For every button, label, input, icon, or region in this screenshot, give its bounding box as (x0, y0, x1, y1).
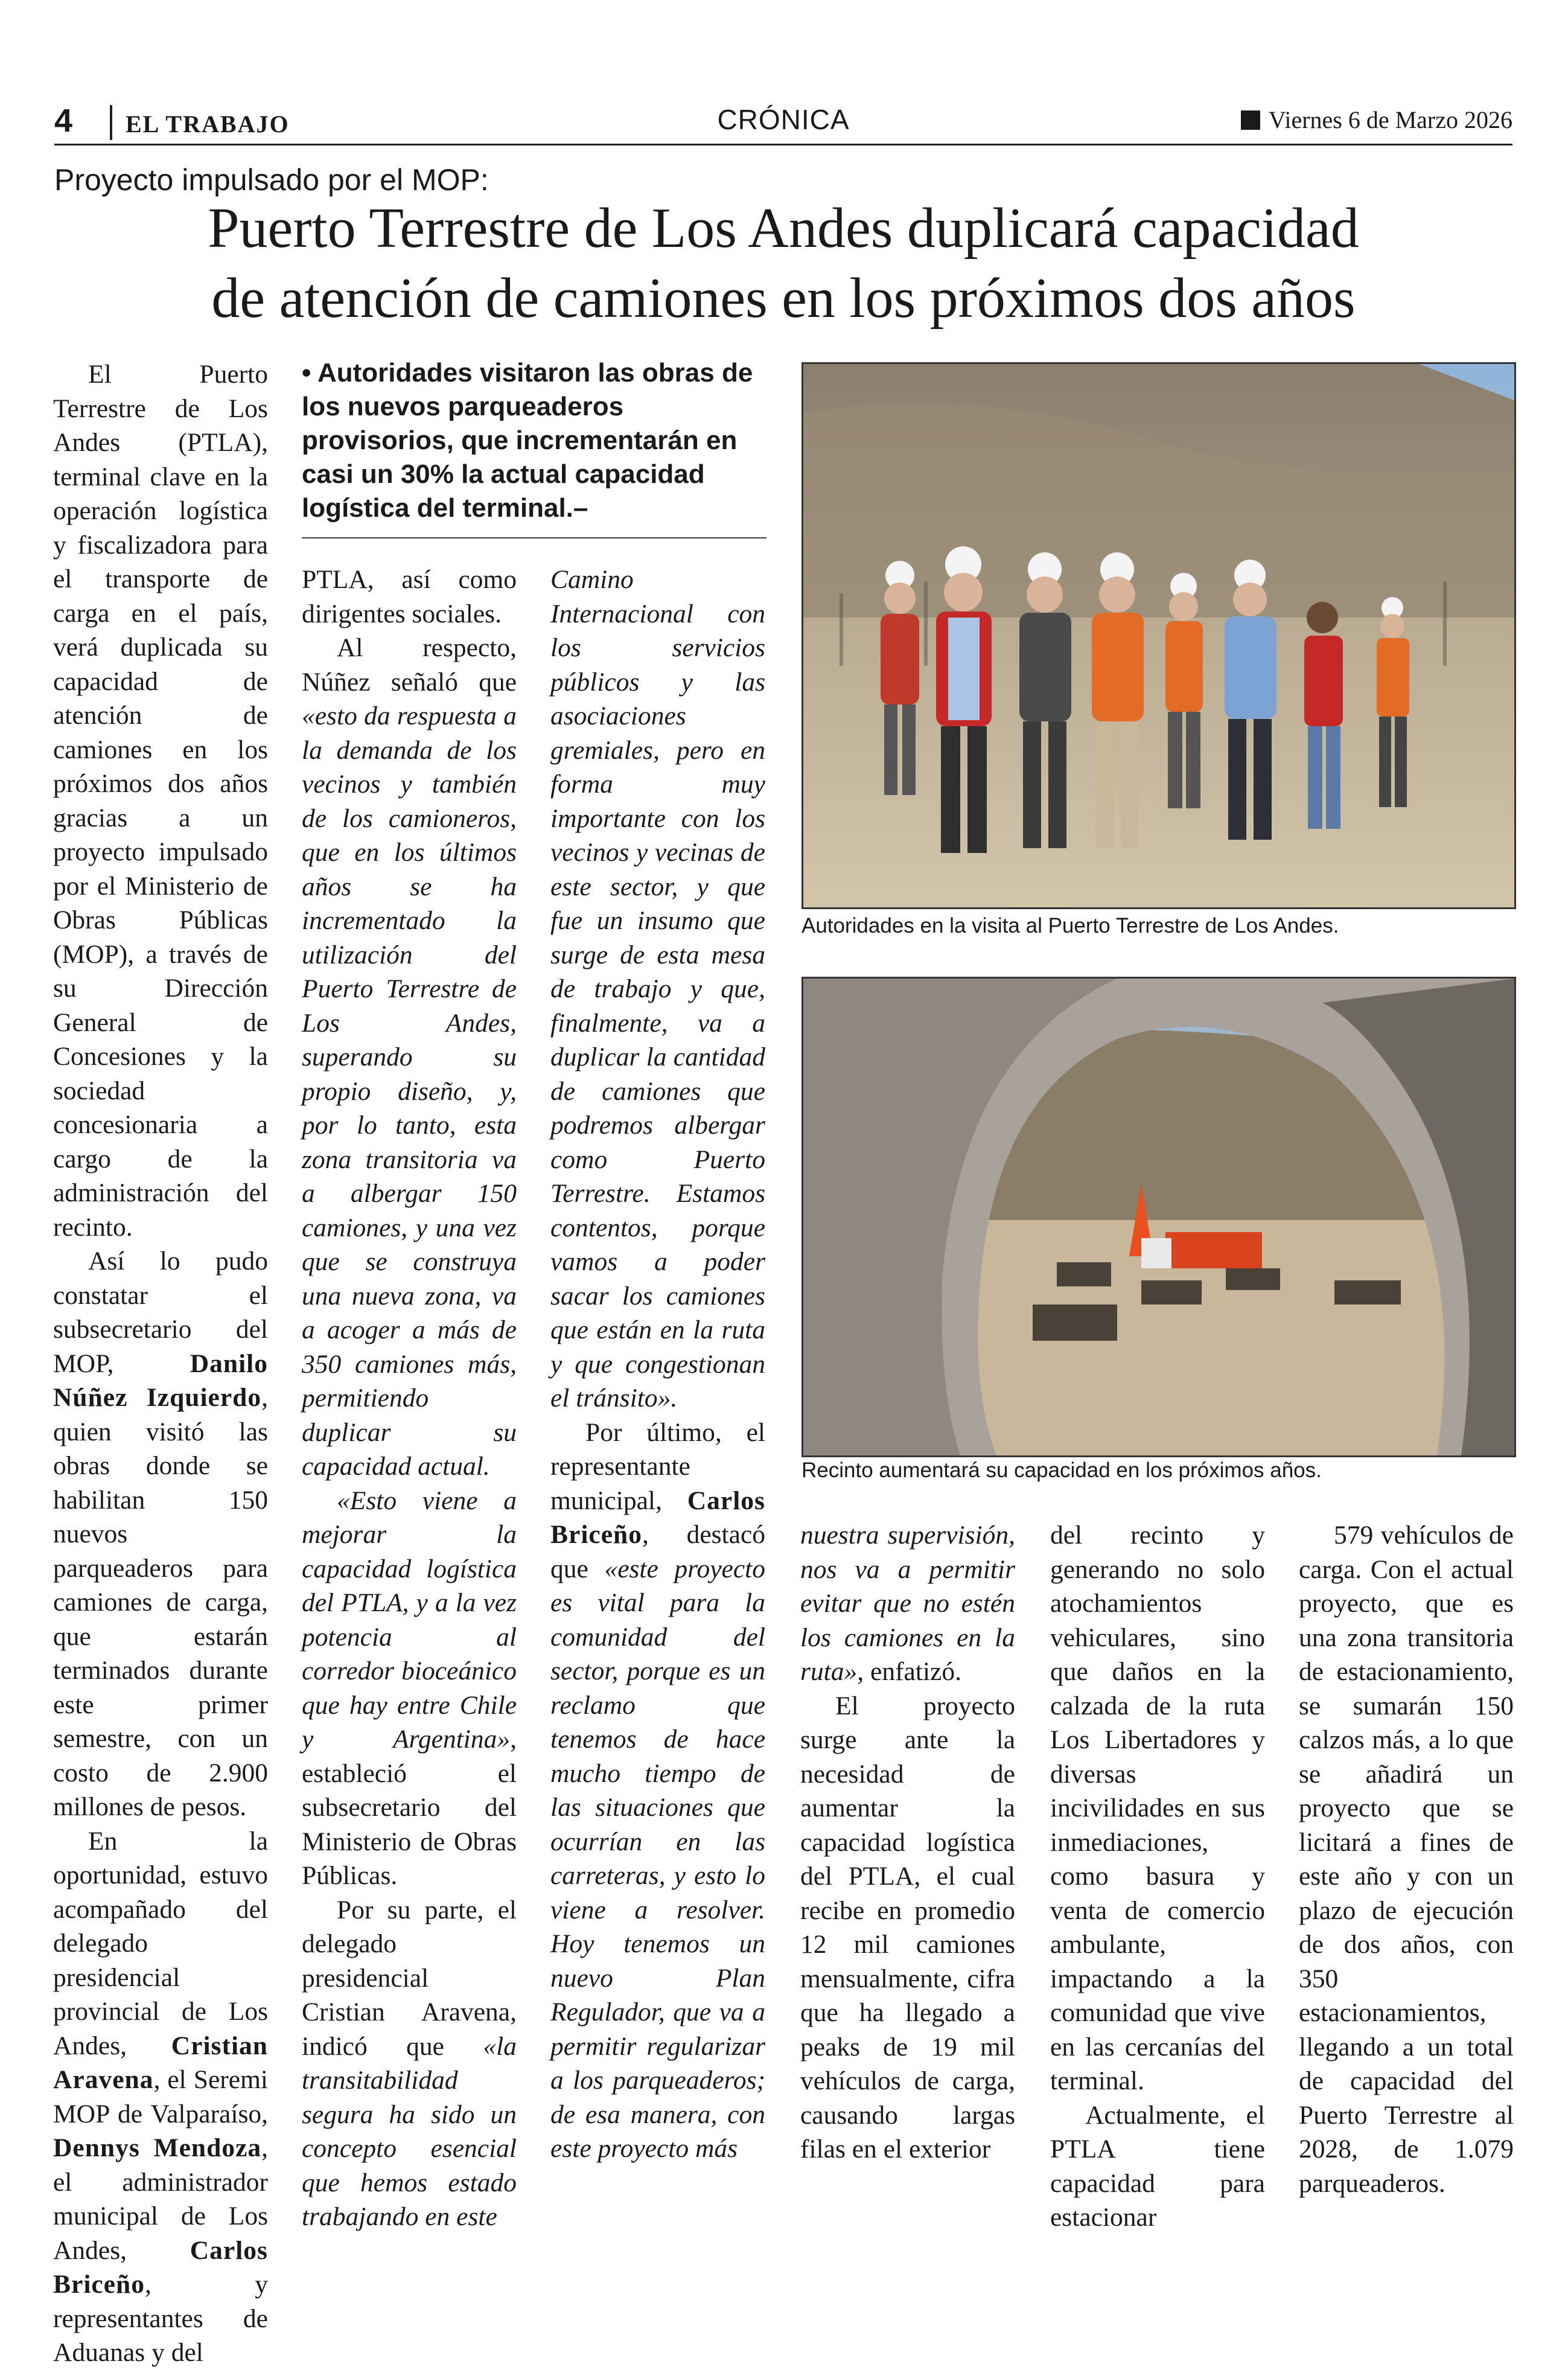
article-column-5 (1050, 1518, 1265, 2235)
article-headline (54, 193, 1512, 333)
article-column-2 (302, 563, 517, 2234)
text: , el administrador municipal de Los Andes, (53, 2133, 268, 2265)
col1-paragraph-2 (53, 1244, 268, 1824)
quote: «este proyecto es vital para la comunidad del sector, porque es un reclamo que tenemos de hace mucho tiempo de las situaciones que ocurrían en las carreteras, y esto lo viene a resolver. Hoy tenemos un nuevo Plan Regulador, que va a permitir regularizar a los parqueaderos; de esa manera, con este proyecto más (550, 1554, 766, 2163)
photo-parking-site (802, 977, 1516, 1457)
issue-date (1241, 105, 1512, 135)
article-column-6 (1299, 1518, 1514, 2200)
col4-paragraph-1 (800, 1518, 1015, 1689)
person-name: Danilo Núñez Izquierdo (53, 1349, 268, 1412)
quote: nuestra supervisión, nos va a permitir evitar que no estén los camiones en la ruta» (800, 1521, 1015, 1686)
col3-paragraph-2 (550, 1416, 765, 2166)
article-kicker: Proyecto impulsado por el MOP: (54, 163, 489, 197)
article-lead: • Autoridades visitaron las obras de los nuevos parqueaderos provisorios, que incrementarán en casi un 30% la actual capacidad logística del terminal.– (302, 358, 753, 523)
col6-paragraph-1: 579 vehículos de carga. Con el actual proyecto, que es una zona transitoria de estacionamiento, se sumarán 150 calzos más, a lo que se añadirá un proyecto que se licitará a fines de este año y con un plazo de ejecución de dos años, con 350 estacionamientos, llegando a un total de capacidad del Puerto Terrestre al 2028, de 1.079 parqueaderos. (1299, 1521, 1514, 2198)
photo-authorities-visit (802, 362, 1516, 909)
person-name: Carlos Briceño (53, 2235, 268, 2299)
section-name: CRÓNICA (717, 104, 850, 135)
col2-paragraph-1: PTLA, así como dirigentes sociales. (302, 565, 517, 628)
col2-paragraph-2 (302, 631, 517, 1484)
person-name: Carlos Briceño (550, 1486, 765, 1549)
text: , el Seremi MOP de Valparaíso, (53, 2065, 268, 2129)
col2-paragraph-3 (302, 1484, 517, 1893)
text: Por su parte, el delegado presidencial Cristian Aravena, indicó que (302, 1895, 517, 2061)
quote: «la transitabilidad segura ha sido un concepto esencial que hemos estado trabajando en este (302, 2031, 517, 2231)
quote: «esto da respuesta a la demanda de los vecinos y también de los camioneros, que en los últimos años se ha incrementado la utilización del Puerto Terrestre de Los Andes, superando su propio diseño, y, por lo tanto, esta zona transitoria va a albergar 150 camiones, y una vez que se construya una nueva zona, va a acoger a más de 350 camiones más, permitiendo duplicar su capacidad actual. (302, 701, 517, 1481)
col5-paragraph-1: del recinto y generando no solo atochamientos vehiculares, sino que daños en la calzada de la ruta Los Libertadores y diversas incivilidades en sus inmediaciones, como basura y venta de comercio ambulante, impactando a la comunidad que vive en las cercanías del terminal. (1050, 1521, 1265, 2095)
photo-1-caption: Autoridades en la visita al Puerto Terrestre de Los Andes. (802, 914, 1339, 937)
authorities-photo-illustration (803, 364, 1514, 907)
text: , estableció el subsecretario del Ministerio de Obras Públicas. (302, 1725, 517, 1890)
text: En la oportunidad, estuvo acompañado del delegado presidencial provincial de Los Andes, (53, 1826, 268, 2060)
site-photo-illustration (803, 979, 1514, 1455)
headline-line-2: de atención de camiones en los próximos dos años (211, 267, 1356, 330)
text: Al respecto, Núñez señaló que (302, 633, 517, 697)
photo-2-caption: Recinto aumentará su capacidad en los próximos años. (802, 1458, 1322, 1482)
col1-paragraph-3 (53, 1824, 268, 2370)
person-name: Dennys Mendoza (53, 2133, 262, 2162)
col2-paragraph-4 (302, 1893, 517, 2234)
square-bullet-icon (1241, 110, 1260, 130)
lead-divider (302, 537, 766, 538)
col5-paragraph-2: Actualmente, el PTLA tiene capacidad para estacionar (1050, 2100, 1265, 2232)
article-column-1 (53, 357, 268, 2370)
article-column-4 (800, 1518, 1015, 2167)
newspaper-name: EL TRABAJO (126, 110, 290, 138)
page-header (54, 101, 1512, 145)
quote: «Esto viene a mejorar la capacidad logística del PTLA, y a la vez potencia al corredor bioceánico que hay entre Chile y Argentina» (302, 1486, 517, 1754)
page-number: 4 (54, 103, 73, 139)
text: , quien visitó las obras donde se habilitan 150 nuevos parqueaderos para camiones de carga, que estarán terminados durante este primer semestre, con un costo de 2.900 millones de pesos. (53, 1383, 268, 1821)
text: , enfatizó. (857, 1657, 961, 1686)
col4-paragraph-2: El proyecto surge ante la necesidad de aumentar la capacidad logística del PTLA, el cual recibe en promedio 12 mil camiones mensualmente, cifra que ha llegado a peaks de 19 mil vehículos de carga, causando largas filas en el exterior (800, 1691, 1015, 2164)
person-name: Cristian Aravena (53, 2031, 268, 2094)
text: Por último, el representante municipal, (550, 1417, 765, 1515)
col1-paragraph-1: El Puerto Terrestre de Los Andes (PTLA), terminal clave en la operación logística y fiscalizadora para el transporte de carga en el país, verá duplicada su capacidad de atención de camiones en los próximos dos años gracias a un proyecto impulsado por el Ministerio de Obras Públicas (MOP), a través de su Dirección General de Concesiones y la sociedad concesionaria a cargo de la administración del recinto. (53, 360, 268, 1242)
text: , y representantes de Aduanas y del (53, 2270, 268, 2367)
text: , destacó que (550, 1520, 765, 1583)
col3-paragraph-1: Camino Internacional con los servicios públicos y las asociaciones gremiales, pero en forma muy importante con los vecinos y vecinas de este sector, y que fue un insumo que surge de esta mesa de trabajo y que, finalmente, va a duplicar la cantidad de camiones que podremos albergar como Puerto Terrestre. Estamos contentos, porque vamos a poder sacar los camiones que están en la ruta y que congestionan el tránsito». (550, 565, 765, 1413)
issue-date-text: Viernes 6 de Marzo 2026 (1268, 106, 1512, 133)
headline-line-1: Puerto Terrestre de Los Andes duplicará capacidad (208, 197, 1359, 260)
article-column-3 (550, 563, 765, 2166)
text: Así lo pudo constatar el subsecretario del MOP, (53, 1247, 268, 1378)
